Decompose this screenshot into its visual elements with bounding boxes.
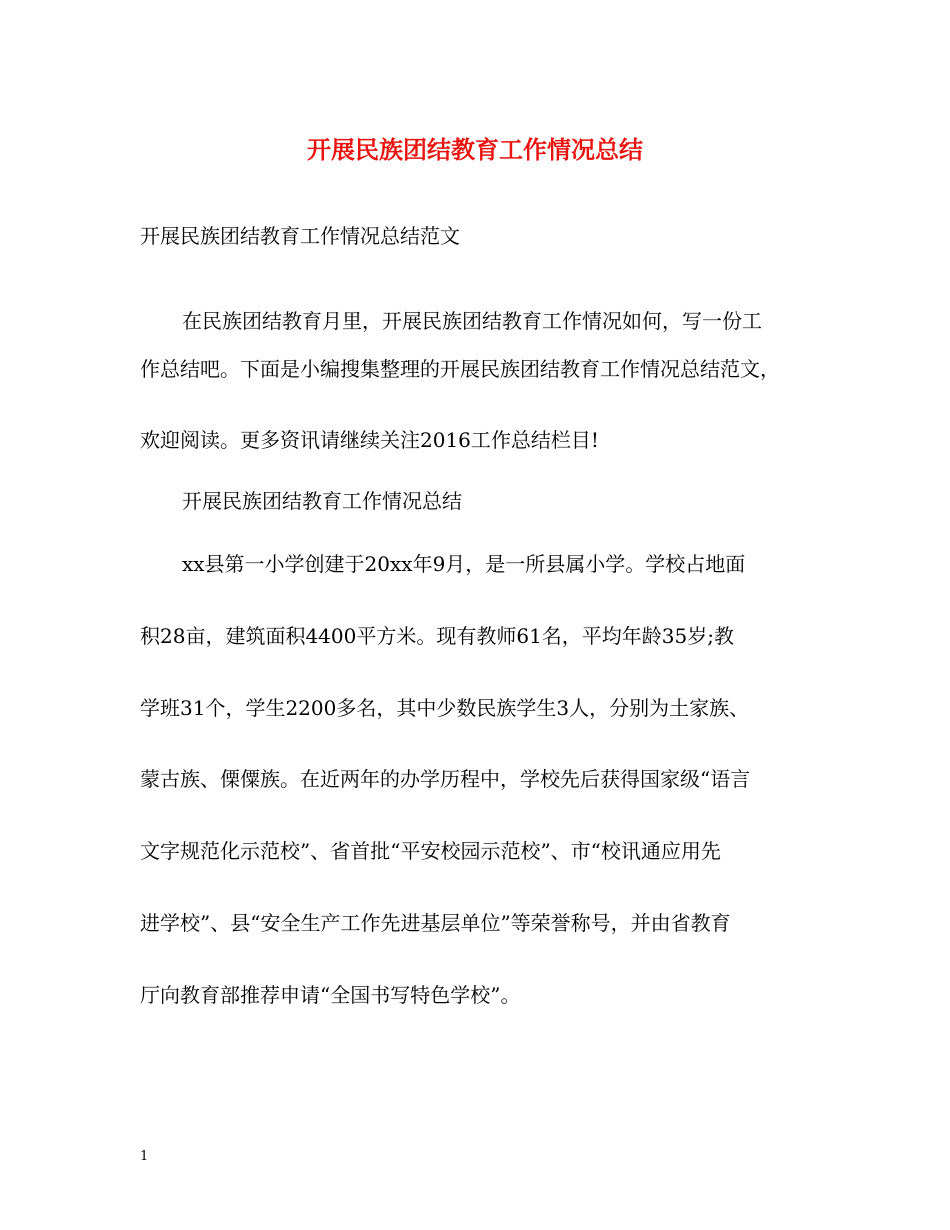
intro-line-1: 在民族团结教育月里，开展民族团结教育工作情况如何，写一份工	[182, 309, 762, 333]
body-line-7: 厅向教育部推荐申请“全国书写特色学校”。	[140, 983, 521, 1007]
page-number: 1	[140, 1149, 149, 1164]
body-line-6: 进学校”、县“安全生产工作先进基层单位”等荣誉称号，并由省教育	[140, 911, 731, 935]
intro-line-2: 作总结吧。下面是小编搜集整理的开展民族团结教育工作情况总结范文，	[140, 357, 780, 381]
body-line-2: 积28亩，建筑面积4400平方米。现有教师61名，平均年龄35岁;教	[140, 624, 734, 648]
section-heading: 开展民族团结教育工作情况总结	[182, 489, 462, 513]
body-line-5: 文字规范化示范校”、省首批“平安校园示范校”、市“校讯通应用先	[140, 839, 721, 863]
document-title: 开展民族团结教育工作情况总结	[307, 135, 643, 164]
intro-line-3: 欢迎阅读。更多资讯请继续关注2016工作总结栏目!	[140, 428, 599, 452]
body-line-1: xx县第一小学创建于20xx年9月，是一所县属小学。学校占地面	[182, 552, 746, 576]
body-line-4: 蒙古族、傈僳族。在近两年的办学历程中，学校先后获得国家级“语言	[140, 767, 751, 791]
body-line-3: 学班31个，学生2200多名，其中少数民族学生3人，分别为土家族、	[140, 696, 750, 720]
document-subtitle: 开展民族团结教育工作情况总结范文	[140, 224, 460, 248]
